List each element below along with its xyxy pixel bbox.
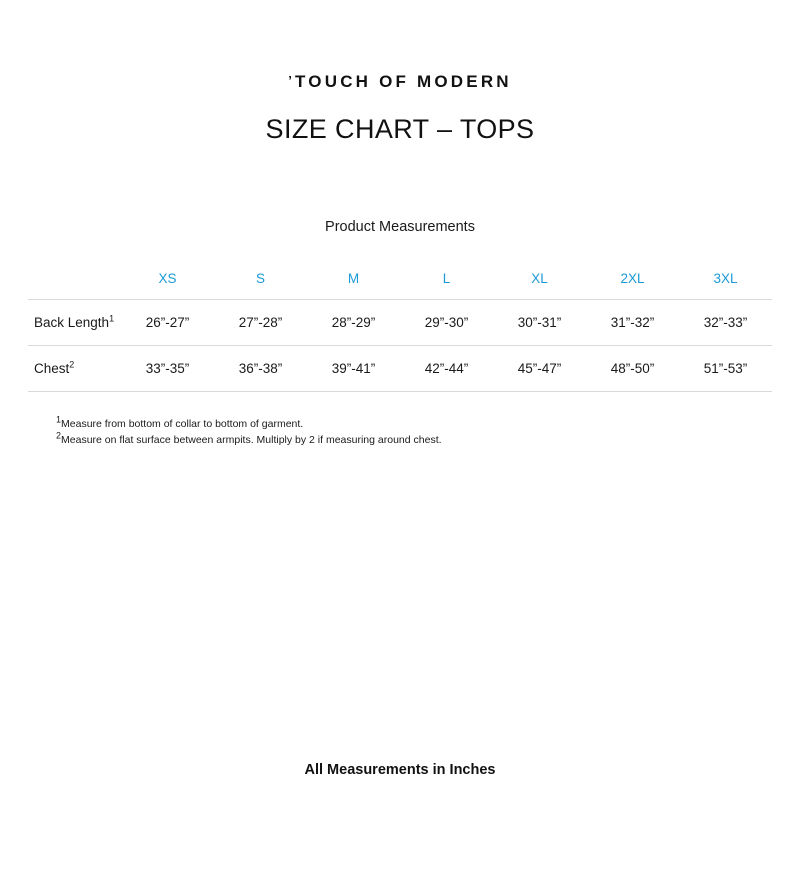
column-header-xl: XL: [531, 270, 548, 286]
cell-chest-s: 36”-38”: [238, 361, 283, 376]
cell-chest-l: 42”-44”: [424, 361, 469, 376]
column-header-2xl: 2XL: [620, 270, 645, 286]
footnote-2: [56, 432, 800, 448]
column-header-xs: XS: [158, 270, 177, 286]
brand-logo: [0, 72, 800, 92]
size-chart-page: [0, 72, 800, 872]
size-table-head: [28, 257, 772, 300]
row-label-back-length: [28, 300, 121, 346]
cell-back-length-xl: 30”-31”: [517, 315, 562, 330]
footnotes: [0, 416, 800, 449]
row-label-text: Chest: [34, 361, 70, 376]
section-label: Product Measurements: [325, 219, 475, 235]
cell-back-length-2xl: 31”-32”: [610, 315, 655, 330]
row-label-text: Back Length: [34, 315, 110, 330]
size-table: [28, 257, 772, 392]
cell-chest-m: 39”-41”: [331, 361, 376, 376]
footnote-2-text: Measure on flat surface between armpits. Multiply by 2 if measuring around chest.: [61, 434, 442, 447]
table-row: [28, 300, 772, 346]
cell-chest-xl: 45”-47”: [517, 361, 562, 376]
column-header-l: L: [442, 270, 451, 286]
cell-back-length-xs: 26”-27”: [145, 315, 190, 330]
column-header-s: S: [255, 270, 265, 286]
footnote-1: [56, 416, 800, 432]
cell-back-length-l: 29”-30”: [424, 315, 469, 330]
footnote-2-marker: 2: [56, 430, 62, 441]
cell-chest-xs: 33”-35”: [145, 361, 190, 376]
row-label-chest: [28, 346, 121, 392]
column-header-measurement: [28, 257, 121, 300]
brand-apostrophe: ’: [288, 73, 296, 88]
footnote-1-marker: 1: [56, 414, 62, 425]
cell-back-length-3xl: 32”-33”: [703, 315, 748, 330]
row-footnote-marker: 1: [109, 313, 115, 324]
size-table-body: [28, 300, 772, 392]
column-header-m: M: [347, 270, 360, 286]
column-header-3xl: 3XL: [713, 270, 738, 286]
cell-chest-2xl: 48”-50”: [610, 361, 655, 376]
cell-back-length-s: 27”-28”: [238, 315, 283, 330]
cell-chest-3xl: 51”-53”: [703, 361, 748, 376]
size-table-container: [0, 257, 800, 392]
table-header-row: [28, 257, 772, 300]
brand-name: TOUCH OF MODERN: [295, 72, 512, 91]
cell-back-length-m: 28”-29”: [331, 315, 376, 330]
page-title: SIZE CHART – TOPS: [265, 114, 535, 144]
table-row: [28, 346, 772, 392]
footer-note: All Measurements in Inches: [304, 762, 496, 778]
row-footnote-marker: 2: [69, 359, 75, 370]
footnote-1-text: Measure from bottom of collar to bottom of garment.: [61, 418, 304, 430]
